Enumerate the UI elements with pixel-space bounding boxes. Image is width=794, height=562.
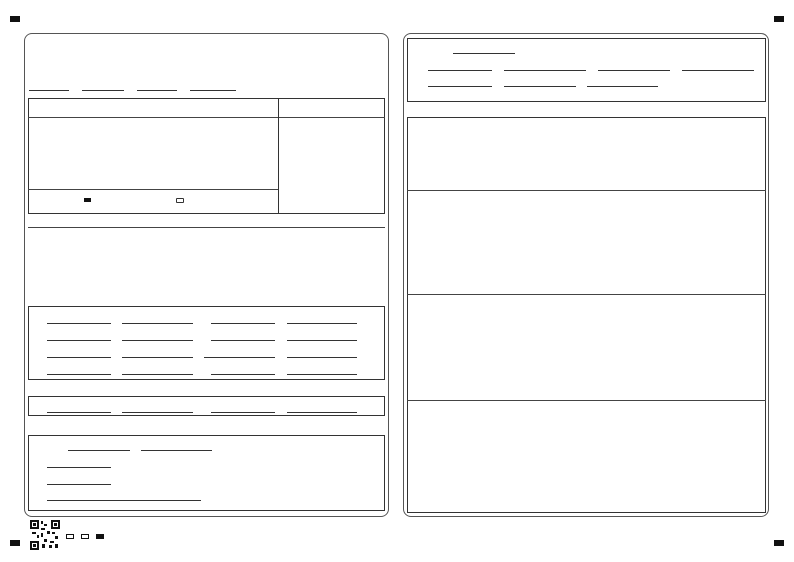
q20-1-blank-2[interactable] xyxy=(141,444,212,451)
q12-blank-1[interactable] xyxy=(211,317,275,324)
corner-mark-top-right xyxy=(774,16,784,22)
q11-blank-2[interactable] xyxy=(122,317,193,324)
q19-blank-1[interactable] xyxy=(211,406,275,413)
q17-blank-1[interactable] xyxy=(211,368,275,375)
seat-field[interactable] xyxy=(137,84,177,91)
info-box xyxy=(28,98,385,214)
corner-mark-bottom-left xyxy=(10,540,20,546)
q21-1-blank[interactable] xyxy=(453,47,515,54)
correct-fill-sample xyxy=(84,198,91,202)
student-info-row xyxy=(29,83,236,91)
q21-2-blank-4[interactable] xyxy=(682,64,754,71)
footer-mark-1 xyxy=(66,534,74,539)
section5-box xyxy=(407,117,766,513)
q13-blank-2[interactable] xyxy=(122,334,193,341)
q17-blank-2[interactable] xyxy=(287,368,357,375)
corner-mark-top-left xyxy=(10,16,20,22)
class-field[interactable] xyxy=(82,84,124,91)
q21-2-blank-1[interactable] xyxy=(428,64,492,71)
absent-mark-box[interactable] xyxy=(176,198,184,203)
q16-blank-3[interactable] xyxy=(47,368,111,375)
q18-blank-2[interactable] xyxy=(122,406,193,413)
q16-blank-2[interactable] xyxy=(287,351,357,358)
q21-2-blank-2[interactable] xyxy=(504,64,586,71)
q14-blank-1[interactable] xyxy=(211,334,275,341)
q21-3-blank-2[interactable] xyxy=(504,80,576,87)
qr-code xyxy=(30,520,60,550)
q19-blank-2[interactable] xyxy=(287,406,357,413)
q20-2-blank[interactable] xyxy=(47,461,111,468)
room-field[interactable] xyxy=(190,84,236,91)
q20-4-blank[interactable] xyxy=(47,494,201,501)
footer-mark-2 xyxy=(81,534,89,539)
q21-3-blank-1[interactable] xyxy=(428,80,492,87)
corner-mark-bottom-right xyxy=(774,540,784,546)
q16-blank-4[interactable] xyxy=(122,368,193,375)
q13-blank-1[interactable] xyxy=(47,334,111,341)
q11-blank-1[interactable] xyxy=(47,317,111,324)
q15-blank-1[interactable] xyxy=(47,351,111,358)
q12-blank-2[interactable] xyxy=(287,317,357,324)
q20-1-blank-1[interactable] xyxy=(68,444,130,451)
q15-blank-2[interactable] xyxy=(122,351,193,358)
q21-3-blank-3[interactable] xyxy=(587,80,658,87)
q18-blank-1[interactable] xyxy=(47,406,111,413)
q21-2-blank-3[interactable] xyxy=(598,64,670,71)
q14-blank-2[interactable] xyxy=(287,334,357,341)
q16-blank-1[interactable] xyxy=(204,351,275,358)
q20-3-blank[interactable] xyxy=(47,478,111,485)
name-field[interactable] xyxy=(29,84,69,91)
footer-mark-3 xyxy=(96,534,104,539)
